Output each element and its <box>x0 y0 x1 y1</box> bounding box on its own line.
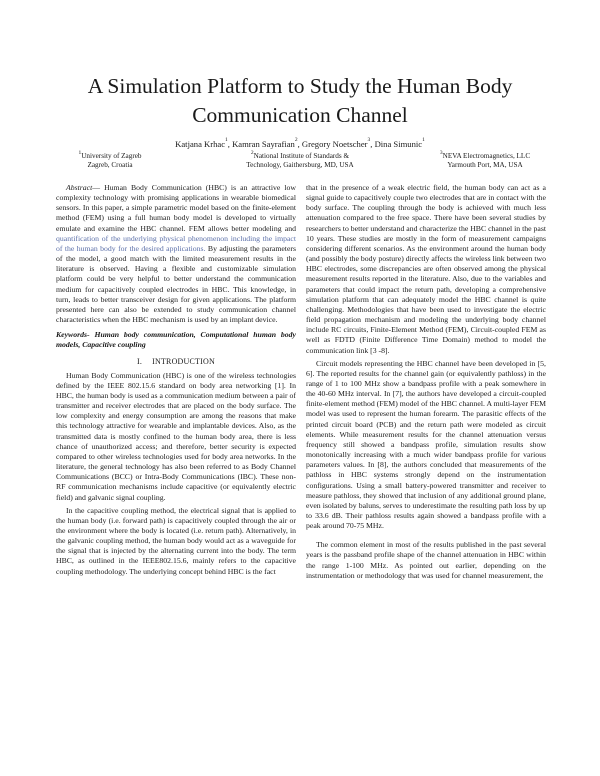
keywords: Keywords- Human body communication, Computational human body models, Capacitive coupling <box>56 330 296 350</box>
paragraph: Circuit models representing the HBC channel have been developed in [5, 6]. The reported results for the channel gain (or equivalently pathloss) in the range of 1 to 100 MHz show a bandpass profile with a peak somewhere in the 40-60 MHz interval. In [7], the authors have developed a circuit-coupled finite-element method (FEM) model of the HBC channel. A multi-layer FEM model was used to represent the human forearm. The parasitic effects of the printed circuit board (PCB) and the return path were modeled as circuit elements. While measurement results for the channel attenuation versus frequency still showed a bandpass profile, simulation results show monotonically increasing with a much wider bandpass profile for various parameters values. In [8], the authors concluded that measurements of the pathloss in HBC systems strongly depend on the instrumentation configurations. Using a small battery-powered transmitter and receiver to measure pathloss, they showed that inclusion of any additional ground plane, even isolated by baluns, serves to underestimate the resulting path loss by up to 33.6 dB. Their pathloss results again showed a bandpass profile with a peak around 70-75 MHz. <box>306 358 546 531</box>
section-heading-introduction: I. INTRODUCTION <box>137 356 215 366</box>
affiliation-3: $^3$NEVA Electromagnetics, LLC Yarmouth Port, MA, USA <box>439 150 531 169</box>
author-3: Gregory Noetscher$^3$, <box>301 137 375 149</box>
affiliation-1: $^1$University of Zagreb Zagreb, Croatia <box>78 150 142 169</box>
paragraph: Human Body Communication (HBC) is one of the wireless technologies defined by the IEEE 802.15.6 standard on body area networking [1]. In HBC, the human body is used as a communication medium between a pair of transmitter and receiver electrodes that are placed on the body surface. The low complexity and energy consumption are among the reasons that make this technology attractive for wearable and implantable devices. Also, as the transmitted data is mostly confined to the human body area, there is less chance of unauthorized access; and therefore, better security is expected compared to other wireless technologies used for body area networks. In the literature, the general technology has also been referred to as Body Channel Communications (BCC) or Intra-Body Communications (IBC). These non-RF communication mechanisms include capacitive (or equivalently electric field) and galvanic signal coupling. <box>56 370 296 502</box>
affiliation-2: $^2$National Institute of Standards & Technology, Gaithersburg, MD, USA <box>246 150 354 169</box>
paragraph: that in the presence of a weak electric field, the human body can act as a signal guide to capacitively couple two electrodes that are in contact with the body surface. The coupling through the body is achieved with much less attenuation compared to the free space. There have been several studies by researchers to better understand and characterize the HBC channel in the past 10 years. These studies are mostly in the form of measurement campaigns considering different scenarios. As the environment around the human body (and possibly the body posture) directly affects the wireless link between two HBC electrodes, some discrepancies are often observed among the physical measurement results reported in the literature. Also, due to the variables and parameters that could impact the return path, developing a comprehensive simulation platform that can adequately model the HBC channel is quite challenging. Methodologies that have been used to investigate the electric field propagation mechanism and modeling the underlying body channel include RC circuits, Finite-Element Method (FEM), Circuit-coupled FEM as well as FDTD (Finite Difference Time Domain) method to model the communication link [3 -8]. <box>306 183 546 355</box>
paragraph: The common element in most of the results published in the past several years is the passband profile shape of the channel attenuation in HBC within the range 1-100 MHz. As pointed out earlier, depending on the instrumentation or methodology that was used for channel measurement, the <box>306 540 546 580</box>
author-1: Katjana Krhac$^1$, <box>175 137 233 149</box>
paper-title: A Simulation Platform to Study the Human Body Communication Channel <box>87 74 513 127</box>
abstract: Abstract— Human Body Communication (HBC) is an attractive low complexity technology with promising applications in wearable biomedical sensors. In this paper, a simple parametric model based on the finite-element method (FEM) using a full human body model is developed to virtually emulate and examine the HBC channel. FEM allows better modeling and quantification of the underlying physical phenomenon including the impact of the human body for the desired applications. By adjusting the parameters of the model, a good match with the limited measurement results in the literature is observed. Having a flexible and customizable simulation platform could be very helpful to better understand the communication medium for capacitively coupled electrodes in HBC. This knowledge, in turn, leads to better transceiver design for given applications. The platform presented here can also be extended to study communication channel characteristics when the HBC mechanism is used by an implant device. <box>56 183 297 325</box>
author-4: Dina Simunic$^1$ <box>374 137 425 149</box>
author-list <box>40 139 560 149</box>
right-column <box>306 183 546 581</box>
left-column <box>56 183 296 577</box>
author-2: Kamran Sayrafian$^2$, <box>232 137 302 149</box>
paragraph: In the capacitive coupling method, the electrical signal that is applied to the human body (i.e. forward path) is capacitively coupled through the air or the environment where the body is located (i.e. return path). Alternatively, in the galvanic coupling method, the human body would act as a waveguide for the signal that is injected by the alternating current into the body. The term HBC, as outlined in the IEEE802.15.6, mainly refers to the capacitive coupling methodology. The underlying concept behind HBC is the fact <box>56 505 296 576</box>
